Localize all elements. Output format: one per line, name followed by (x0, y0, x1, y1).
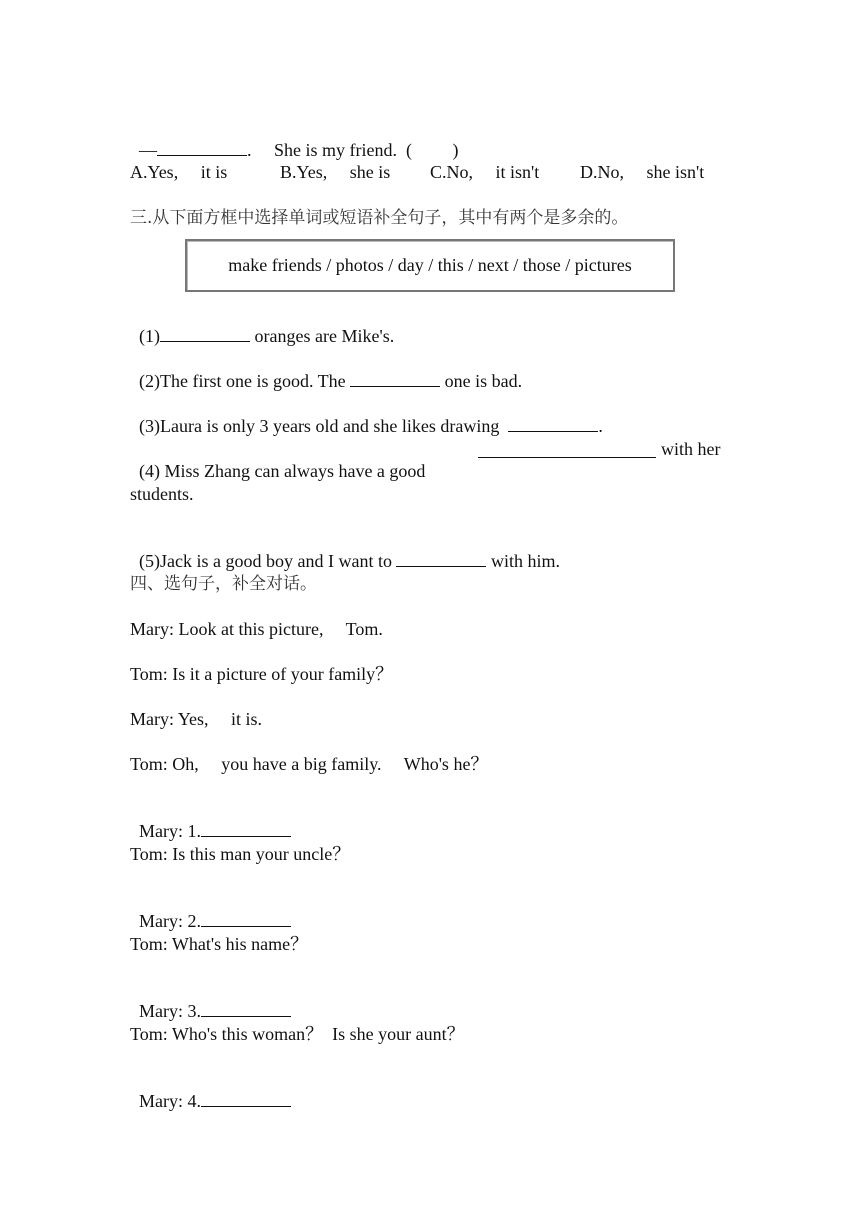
dot-text: . (392, 140, 397, 160)
question-sentence: She is my friend (274, 140, 393, 160)
q5-blank[interactable] (396, 550, 486, 567)
answer-2-blank[interactable] (201, 910, 291, 927)
section4-title: 四、选句子，补全对话。 (130, 574, 317, 594)
question-line (130, 117, 459, 161)
dialogue-line: Mary: Yes, it is. (130, 709, 263, 729)
section3-title: 三.从下面方框中选择单词或短语补全句子，其中有两个是多余的。 (130, 208, 629, 228)
q2-before: (2)The first one is good. The (139, 371, 351, 391)
answer-4-label: Mary: 4. (139, 1091, 201, 1111)
dialogue-line: Mary: Look at this picture, Tom. (130, 619, 383, 639)
answer-1-blank[interactable] (201, 820, 291, 837)
q4-after: with her (661, 439, 721, 459)
dialogue-line: Tom: What's his name？ (130, 934, 309, 954)
option-a[interactable]: A.Yes, it is (130, 162, 228, 182)
option-c[interactable]: C.No, it isn't (430, 162, 540, 182)
word-box (185, 239, 675, 292)
dialogue-line: Tom: Is this man your uncle？ (130, 844, 351, 864)
answer-paren[interactable]: ( ) (406, 140, 459, 160)
answer-2-label: Mary: 2. (139, 911, 201, 931)
q3-blank[interactable] (508, 415, 598, 432)
option-b[interactable]: B.Yes, she is (280, 162, 391, 182)
q4-continuation: students. (130, 484, 194, 504)
q1-number: (1) (139, 326, 160, 346)
q3-after: . (598, 416, 603, 436)
question-2 (130, 348, 522, 392)
q1-blank[interactable] (160, 325, 250, 342)
answer-1-label: Mary: 1. (139, 821, 201, 841)
dialogue-line: Tom: Is it a picture of your family？ (130, 664, 394, 684)
dialogue-answer-2 (130, 888, 291, 932)
question-5 (130, 528, 560, 572)
after-blank-text: . (247, 140, 252, 160)
question-3 (130, 393, 603, 437)
q5-after: with him. (486, 551, 560, 571)
answer-3-label: Mary: 3. (139, 1001, 201, 1021)
option-d[interactable]: D.No, she isn't (580, 162, 705, 182)
dialogue-answer-3 (130, 978, 291, 1022)
q2-after: one is bad. (440, 371, 523, 391)
q4-before: (4) Miss Zhang can always have a good (139, 461, 426, 481)
answer-4-blank[interactable] (201, 1090, 291, 1107)
dialogue-answer-4 (130, 1068, 291, 1112)
dash-text: — (139, 140, 157, 160)
answer-3-blank[interactable] (201, 1000, 291, 1017)
word-box-text: make friends / photos / day / this / next / those / pictures (228, 255, 632, 275)
question-4 (130, 438, 730, 526)
dialogue-line: Tom: Who's this woman？ Is she your aunt？ (130, 1024, 465, 1044)
answer-blank[interactable] (157, 139, 247, 156)
question-1 (130, 303, 394, 347)
q3-before: (3)Laura is only 3 years old and she likes drawing (139, 416, 509, 436)
q4-blank[interactable] (478, 441, 656, 458)
q2-blank[interactable] (350, 370, 440, 387)
q5-before: (5)Jack is a good boy and I want to (139, 551, 397, 571)
dialogue-line: Tom: Oh, you have a big family. Who's he？ (130, 754, 489, 774)
dialogue-answer-1 (130, 798, 291, 842)
q1-text: oranges are Mike's. (250, 326, 395, 346)
